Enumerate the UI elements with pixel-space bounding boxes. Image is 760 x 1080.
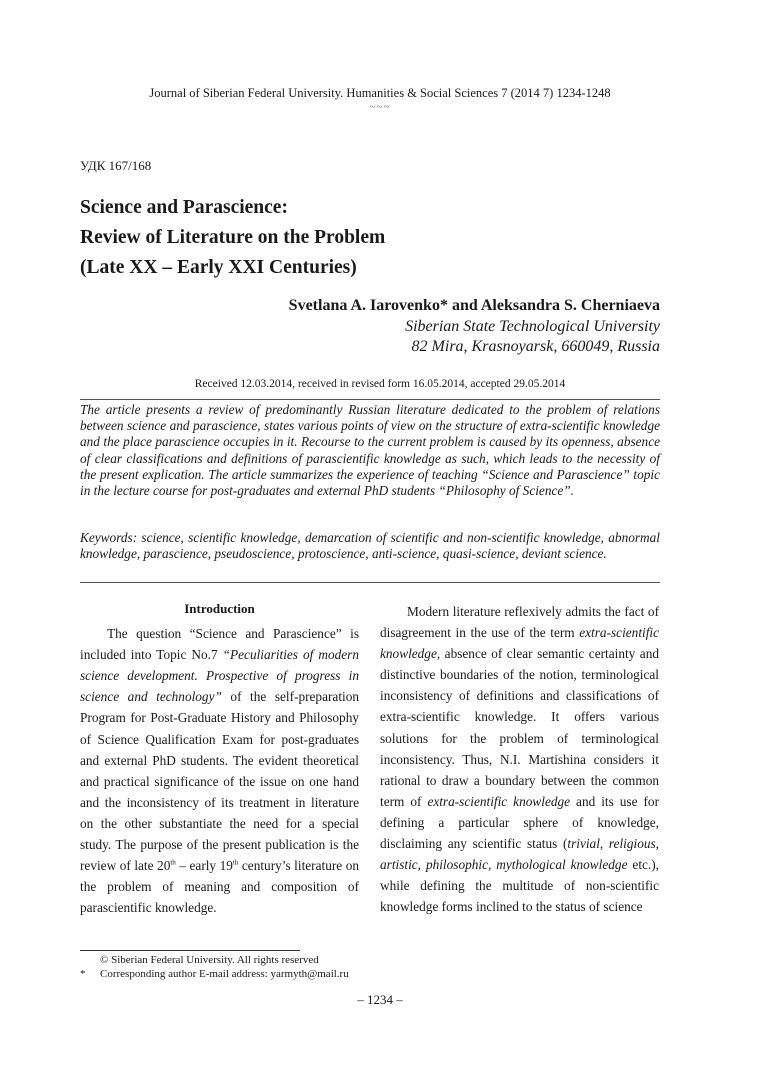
received-dates: Received 12.03.2014, received in revised form 16.05.2014, accepted 29.05.2014 xyxy=(194,378,566,390)
superscript: th xyxy=(170,858,176,867)
affiliation xyxy=(405,317,660,357)
body-paragraph xyxy=(380,601,659,917)
italic-run: “Peculiarities of modern science development. Prospective of progress in science and technology” xyxy=(80,647,359,705)
abstract-bottom-rule xyxy=(80,582,660,583)
corresponding-author-footnote: Corresponding author E-mail address: yarmyth@mail.ru xyxy=(100,968,349,980)
title-line: Review of Literature on the Problem xyxy=(80,227,386,248)
text-run: and its use for defining a particular sphere of knowledge, disclaiming any scientific status ( xyxy=(380,793,660,852)
footnote-marker: * xyxy=(80,968,86,980)
text-run: of the self-preparation Program for Post-Graduate History and Philosophy of Science Qualification Exam for post-graduates and external PhD students. The evident theoretical and practical significance of the issue on one hand and the inconsistency of its treatment in literature on the other substantiate the need for a special study. The purpose of the present publication is the review of late 20 xyxy=(80,689,360,874)
intro-paragraph xyxy=(80,623,359,918)
article-title xyxy=(80,193,385,283)
title-line: Science and Parascience: xyxy=(80,197,288,218)
text-run: century’s literature on the problem of meaning and composition of parascientific knowledge. xyxy=(80,858,359,916)
italic-run: extra-scientific knowledge, xyxy=(380,625,659,662)
text-run: etc.), while defining the multitude of non-scientific knowledge forms inclined to the status of science xyxy=(380,857,659,915)
right-column xyxy=(380,598,659,917)
footnote-rule xyxy=(80,950,300,951)
text-run: absence of clear semantic certainty and distinctive boundaries of the notion, terminological inconsistency of definitions and classifications of extra-scientific knowledge. It offers various solutions for the problem of terminological inconsistency. Thus, N.I. Martishina considers it rational to draw a boundary between the common term of xyxy=(380,646,659,809)
abstract-top-rule xyxy=(80,399,660,400)
left-column xyxy=(80,598,359,918)
authors: Svetlana A. Iarovenko* and Aleksandra S. Cherniaeva xyxy=(288,297,660,314)
header-separator: ~~~ xyxy=(369,101,391,113)
title-line: (Late XX – Early XXI Centuries) xyxy=(80,257,357,278)
text-run: The question “Science and Parascience” is included into Topic No.7 xyxy=(80,626,359,663)
text-run: – early 19 xyxy=(175,858,233,874)
abstract: The article presents a review of predominantly Russian literature dedicated to the problem of relations between science and parascience, states various points of view on the structure of extra-scientific knowledge and the place parascience occupies in it. Recourse to the current problem is caused by its openness, absence of clear classifications and definitions of parascientific knowledge as such, which leads to the necessity of the present explication. The article summarizes the experience of teaching “Science and Parascience” topic in the lecture course for post-graduates and external PhD students “Philosophy of Science”. xyxy=(80,402,660,499)
page-number: – 1234 – xyxy=(357,992,403,1007)
journal-header: Journal of Siberian Federal University. Humanities & Social Sciences 7 (2014 7) 1234-1248 xyxy=(149,86,611,100)
text-run: Modern literature reflexively admits the fact of disagreement in the use of the term xyxy=(380,604,659,641)
keywords: Keywords: science, scientific knowledge, demarcation of scientific and non-scientific knowledge, abnormal knowledge, parascience, pseudoscience, protoscience, anti-science, quasi-science, deviant science. xyxy=(80,530,660,562)
copyright-footnote: © Siberian Federal University. All rights reserved xyxy=(100,954,319,966)
address: 82 Mira, Krasnoyarsk, 660049, Russia xyxy=(411,338,660,355)
superscript: th xyxy=(232,858,239,867)
institution: Siberian State Technological University xyxy=(405,318,660,335)
italic-run: extra-scientific knowledge xyxy=(427,793,571,809)
italic-run: trivial, religious, artistic, philosophic, mythological knowledge xyxy=(380,836,659,873)
section-heading-introduction: Introduction xyxy=(184,601,255,616)
udk-code: УДК 167/168 xyxy=(80,158,152,173)
